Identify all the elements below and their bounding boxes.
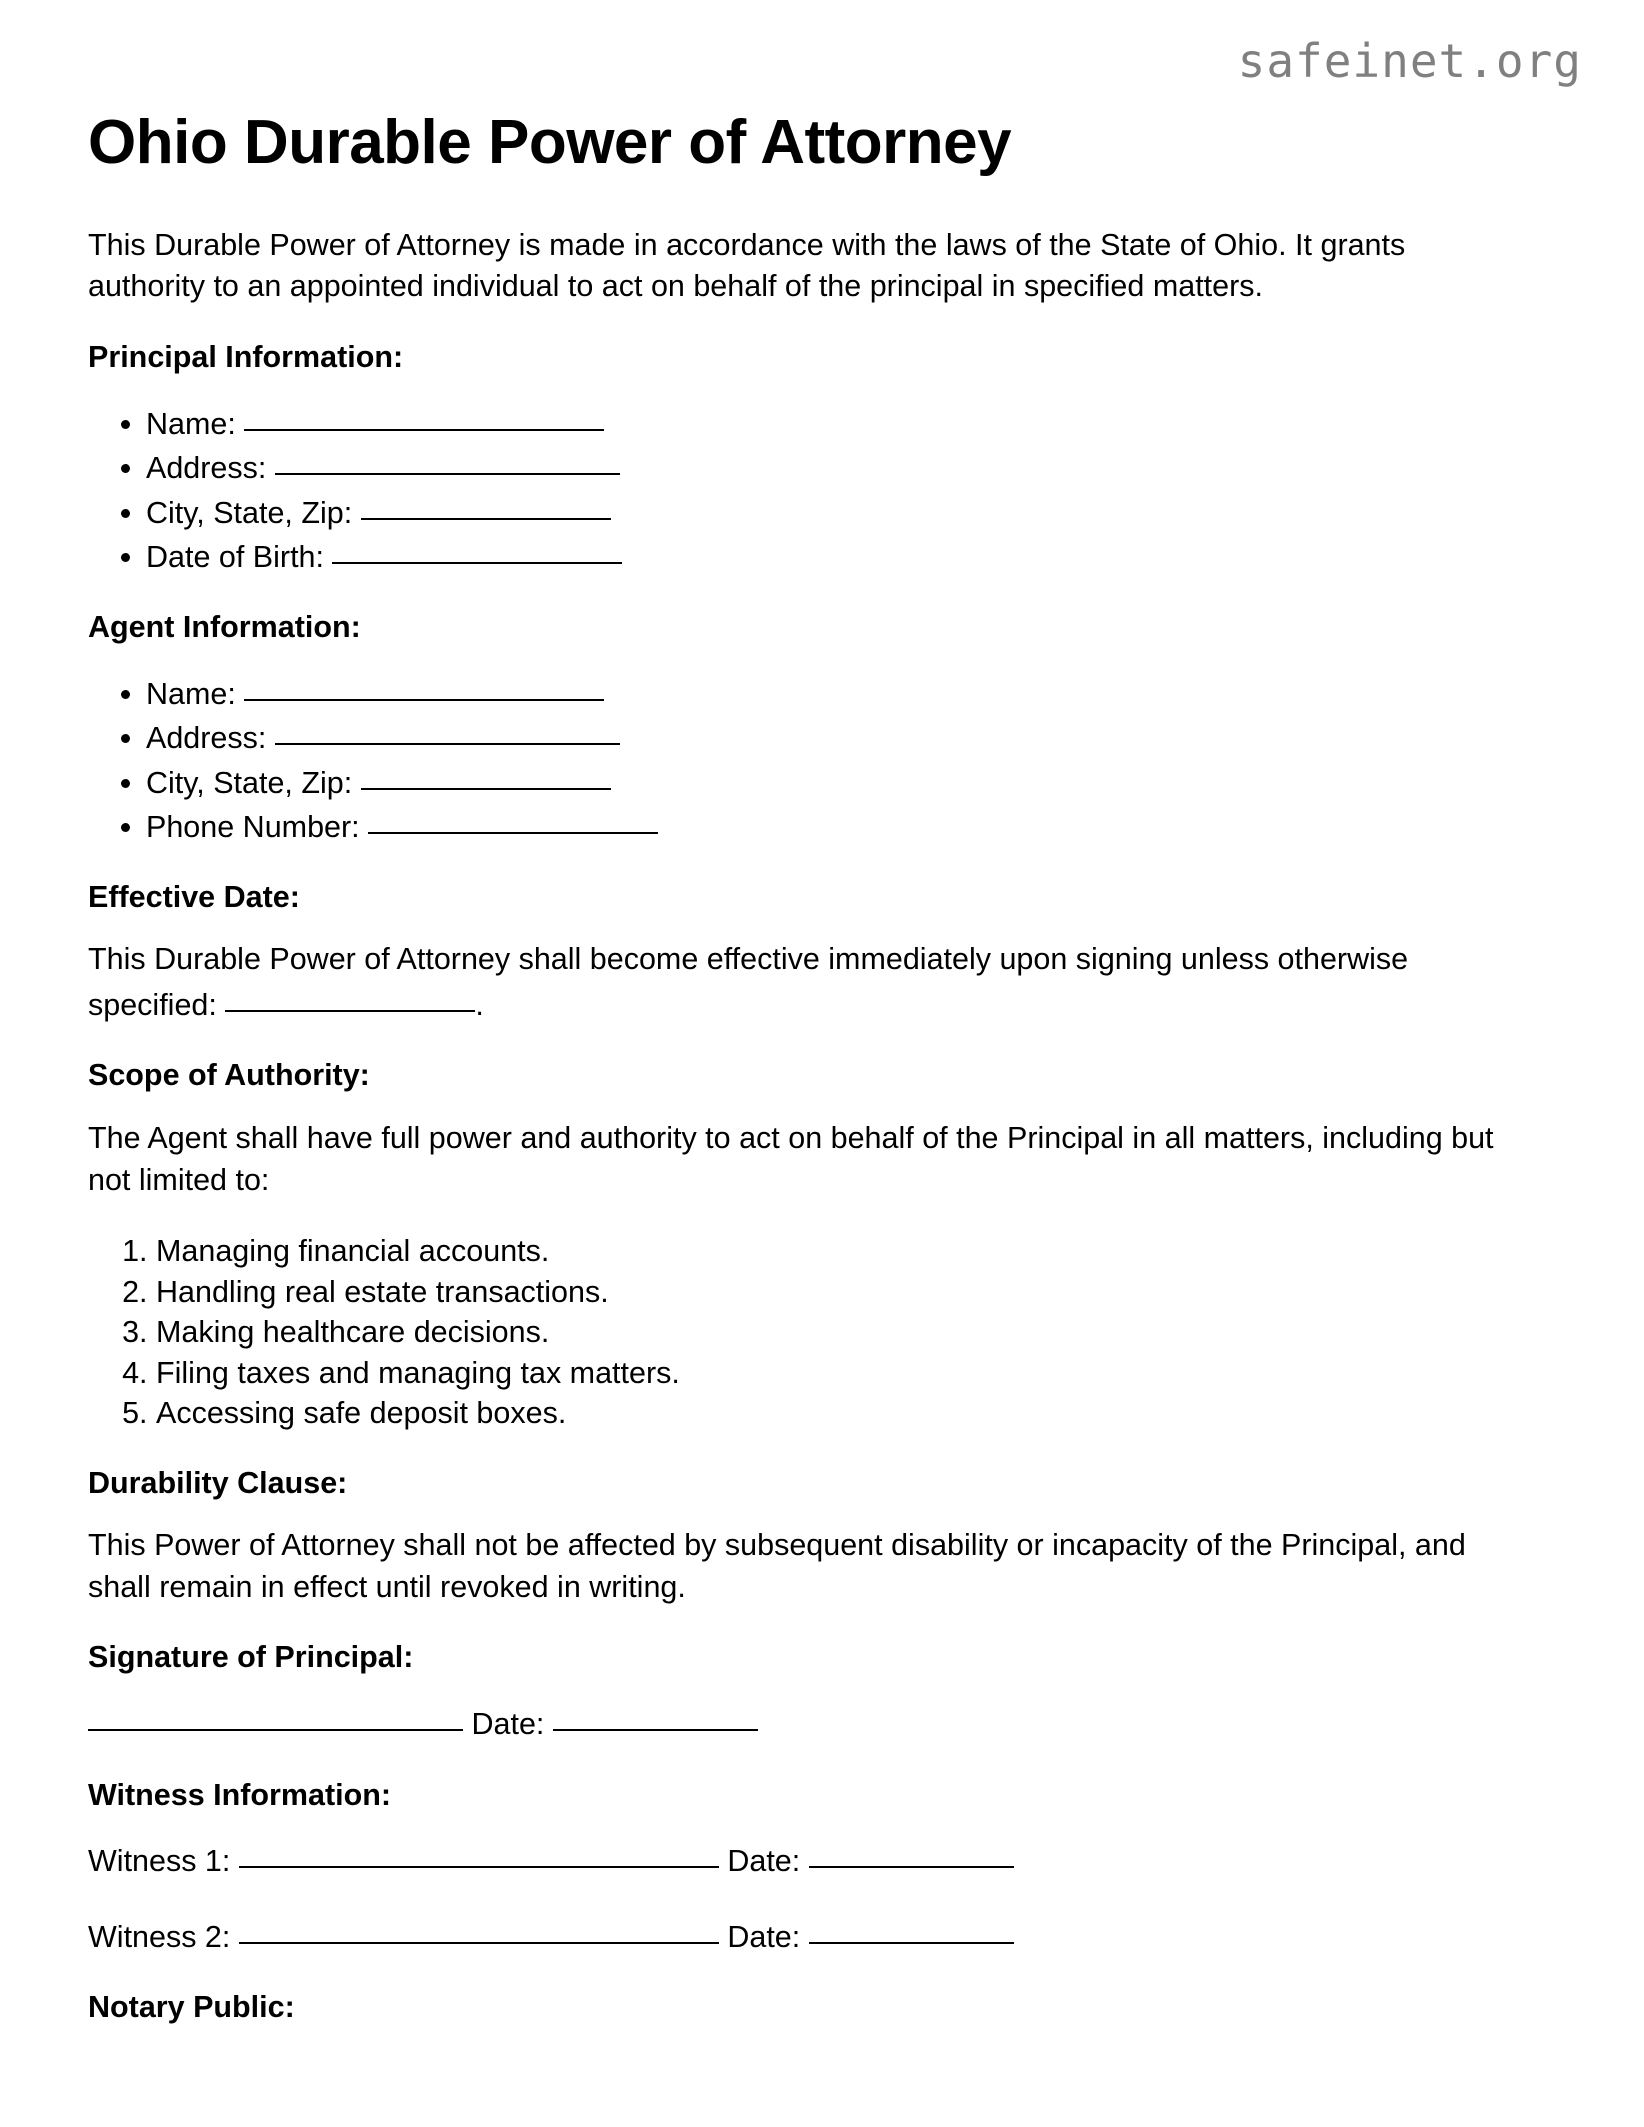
effective-date-period: .: [475, 987, 484, 1022]
field-label-principal-dob: Date of Birth:: [146, 540, 324, 575]
witness-row-2: [88, 1913, 1508, 1958]
field-label-principal-city-state-zip: City, State, Zip:: [146, 495, 353, 530]
section-heading-notary-public: Notary Public:: [88, 1990, 295, 2025]
field-blank-agent-phone[interactable]: [368, 800, 658, 834]
field-blank-principal-dob[interactable]: [332, 530, 622, 564]
list-item: 5. Accessing safe deposit boxes.: [156, 1393, 1508, 1434]
list-item: [146, 803, 1508, 848]
document-body: [88, 225, 1508, 2050]
witness-row-1: [88, 1837, 1508, 1882]
durability-clause-paragraph: This Power of Attorney shall not be affected by subsequent disability or incapacity of the Principal, and shall remain in effect until revoked in writing.: [88, 1528, 1466, 1604]
scope-of-authority-list: [88, 1231, 1508, 1434]
field-label-agent-name: Name:: [146, 676, 236, 711]
label-witness-2-date: Date:: [727, 1919, 801, 1954]
field-blank-agent-address[interactable]: [275, 711, 620, 745]
list-item: 1. Managing financial accounts.: [156, 1231, 1508, 1272]
list-item: [146, 444, 1508, 489]
field-label-agent-phone: Phone Number:: [146, 810, 360, 845]
section-heading-principal-information: Principal Information:: [88, 339, 404, 374]
label-witness-1-date: Date:: [727, 1844, 801, 1879]
list-item: [146, 714, 1508, 759]
intro-paragraph: This Durable Power of Attorney is made in accordance with the laws of the State of Ohio. It grants authority to an appointed individual to act on behalf of the principal in specified matters.: [88, 228, 1406, 304]
section-heading-effective-date: Effective Date:: [88, 879, 300, 914]
list-item: 2. Handling real estate transactions.: [156, 1272, 1508, 1313]
list-item: [146, 489, 1508, 534]
field-blank-principal-signature-date[interactable]: [553, 1697, 758, 1731]
effective-date-text: This Durable Power of Attorney shall become effective immediately upon signing unless otherwise specified:: [88, 942, 1409, 1022]
field-blank-witness-1-date[interactable]: [809, 1834, 1014, 1868]
field-blank-principal-city-state-zip[interactable]: [361, 486, 611, 520]
list-item: [146, 400, 1508, 445]
agent-information-list: [88, 670, 1508, 848]
scope-intro-paragraph: The Agent shall have full power and authority to act on behalf of the Principal in all matters, including but not limited to:: [88, 1121, 1494, 1197]
list-item: [146, 759, 1508, 804]
list-item: [146, 670, 1508, 715]
section-heading-scope-of-authority: Scope of Authority:: [88, 1058, 370, 1093]
field-label-agent-city-state-zip: City, State, Zip:: [146, 765, 353, 800]
page-title: Ohio Durable Power of Attorney: [88, 108, 1012, 177]
list-item: 4. Filing taxes and managing tax matters.: [156, 1353, 1508, 1394]
principal-signature-row: [88, 1700, 1508, 1745]
site-watermark: safeinet.org: [1237, 34, 1582, 88]
label-witness-1: Witness 1:: [88, 1844, 231, 1879]
section-heading-signature-of-principal: Signature of Principal:: [88, 1640, 414, 1675]
list-item: 3. Making healthcare decisions.: [156, 1312, 1508, 1353]
field-blank-principal-signature[interactable]: [88, 1697, 463, 1731]
field-blank-effective-date[interactable]: [225, 978, 475, 1012]
principal-information-list: [88, 400, 1508, 578]
field-blank-principal-address[interactable]: [275, 441, 620, 475]
section-heading-agent-information: Agent Information:: [88, 609, 361, 644]
list-item: [146, 533, 1508, 578]
field-blank-witness-2-date[interactable]: [809, 1910, 1014, 1944]
field-label-principal-name: Name:: [146, 406, 236, 441]
effective-date-paragraph: [88, 939, 1508, 1026]
field-blank-witness-1-name[interactable]: [239, 1834, 719, 1868]
field-blank-principal-name[interactable]: [244, 397, 604, 431]
field-blank-witness-2-name[interactable]: [239, 1910, 719, 1944]
label-witness-2: Witness 2:: [88, 1919, 231, 1954]
field-blank-agent-city-state-zip[interactable]: [361, 756, 611, 790]
field-blank-agent-name[interactable]: [244, 667, 604, 701]
section-heading-durability-clause: Durability Clause:: [88, 1465, 348, 1500]
label-principal-signature-date: Date:: [471, 1707, 545, 1742]
section-heading-witness-information: Witness Information:: [88, 1777, 392, 1812]
field-label-agent-address: Address:: [146, 721, 267, 756]
field-label-principal-address: Address:: [146, 451, 267, 486]
